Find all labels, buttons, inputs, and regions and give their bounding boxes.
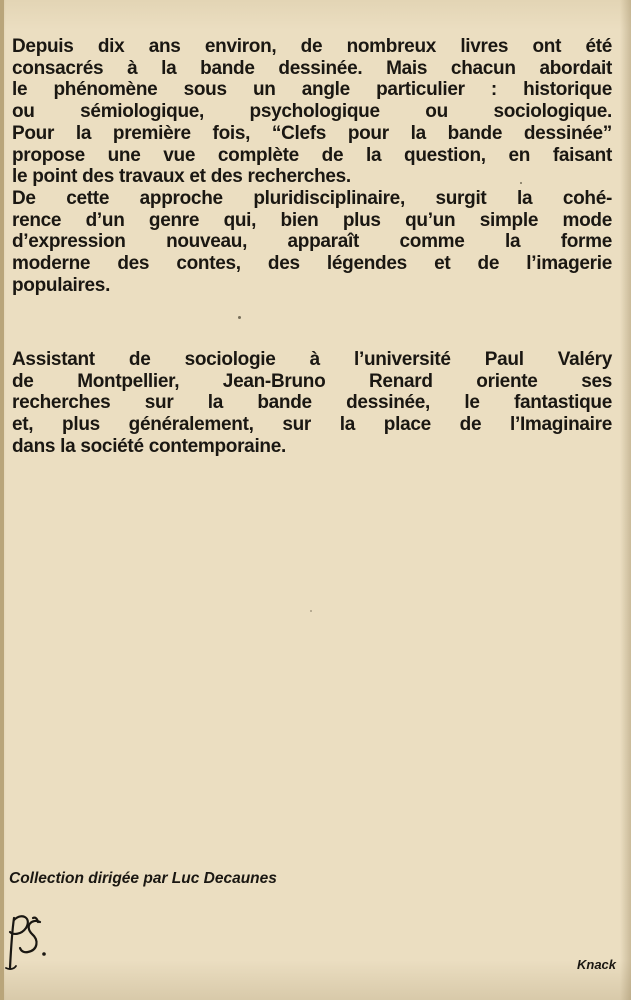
text-line: et, plus généralement, sur la place de l’Imaginaire [12,414,612,436]
text-line: le point des travaux et des recherches. [12,166,351,188]
paper-speck [238,316,241,319]
text-line: recherches sur la bande dessinée, le fantastique [12,392,612,414]
text-line: De cette approche pluridisciplinaire, surgit la cohé- [12,187,612,209]
text-line: populaires. [12,274,111,296]
text-line: d’expression nouveau, apparaît comme la forme [12,231,612,253]
text-line: rence d’un genre qui, bien plus qu’un simple mode [12,209,612,231]
text-line: propose une vue complète de la question, en faisant [12,144,612,166]
text-line: de Montpellier, Jean-Bruno Renard oriente ses [12,370,612,392]
designer-credit: Knack [577,957,617,972]
text-line: le phénomène sous un angle particulier : historique [12,79,612,101]
paper-speck [310,610,312,612]
text-line: dans la société contemporaine. [12,435,286,457]
text-line: Depuis dix ans environ, de nombreux livres ont été [12,36,612,57]
cover-edge [0,0,4,1000]
publisher-monogram-icon [2,908,50,974]
author-bio-paragraph [12,349,612,458]
text-line: consacrés à la bande dessinée. Mais chacun abordait [12,57,612,79]
text-line: Assistant de sociologie à l’université Paul Valéry [12,349,612,370]
paper-speck [520,182,522,184]
text-line: ou sémiologique, psychologique ou sociologique. [12,101,612,123]
blurb-paragraph [12,36,612,296]
text-line: moderne des contes, des légendes et de l’imagerie [12,253,612,275]
text-line: Pour la première fois, “Clefs pour la bande dessinée” [12,122,612,144]
collection-credit: Collection dirigée par Luc Decaunes [9,870,277,887]
